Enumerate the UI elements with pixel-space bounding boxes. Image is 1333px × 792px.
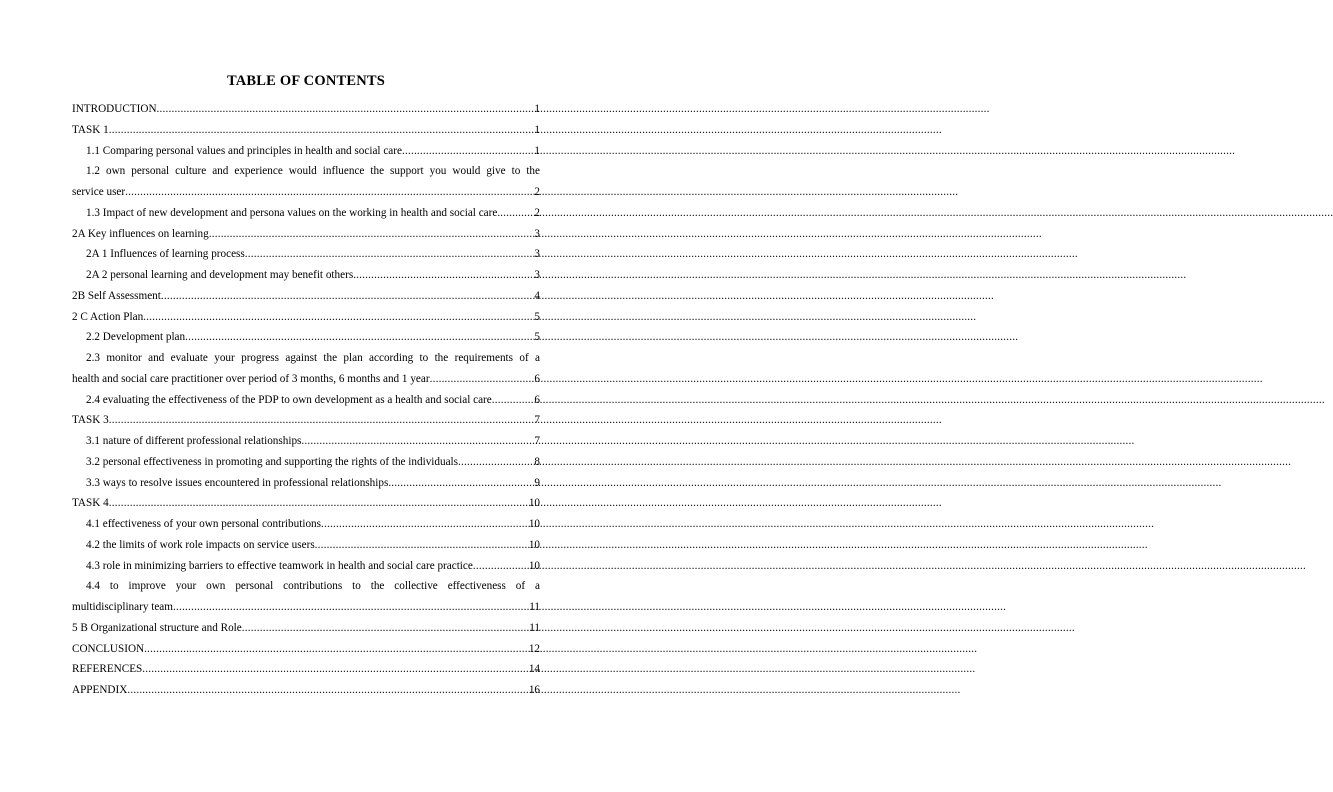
toc-entry-label: 2.2 Development plan (86, 331, 186, 344)
dot-leader (142, 659, 529, 680)
toc-entry-1-3[interactable] (72, 203, 540, 224)
toc-entry-1-2[interactable] (72, 161, 540, 203)
toc-entry-2-4[interactable] (72, 390, 540, 411)
toc-entry-page: 10 (528, 518, 540, 530)
toc-entry-page: 4 (534, 289, 540, 302)
toc-title: TABLE OF CONTENTS (226, 73, 386, 89)
dot-leader (242, 618, 529, 639)
toc-entry-2-3[interactable] (72, 348, 540, 390)
table-of-contents (72, 99, 540, 701)
toc-entry-label: 2A 2 personal learning and development may benefit others (86, 269, 354, 281)
toc-entry-2c[interactable] (72, 307, 540, 328)
toc-entry-page: 8 (534, 455, 540, 468)
toc-entry-2a-1[interactable] (72, 244, 540, 265)
toc-entry-page: 9 (534, 476, 540, 489)
toc-entry-page: 5 (534, 310, 540, 323)
dot-leader (143, 307, 534, 328)
toc-entry-page: 3 (534, 248, 540, 261)
toc-entry-label-line2: health and social care practitioner over period of 3 months, 6 months and 1 year (72, 372, 430, 385)
toc-entry-3-1[interactable] (72, 431, 540, 452)
toc-entry-label-line1: 1.2 own personal culture and experience would influence the support you would give to the (86, 165, 540, 178)
dot-leader (109, 410, 535, 431)
dot-leader (473, 556, 529, 577)
toc-entry-page: 11 (529, 601, 540, 613)
toc-entry-page: 6 (534, 372, 540, 385)
toc-entry-label: 2 C Action Plan (72, 310, 144, 323)
toc-entry-page: 12 (528, 642, 540, 655)
toc-entry-label: 1.3 Impact of new development and persona values on the working in health and social care. (86, 206, 501, 219)
toc-entry-page: 10 (528, 497, 540, 510)
toc-entry-page: 11 (529, 621, 540, 634)
toc-entry-last-line (72, 597, 540, 618)
toc-entry-page: 3 (534, 269, 540, 281)
toc-entry-label: 2A Key influences on learning (72, 227, 209, 240)
toc-entry-label: 2.4 evaluating the effectiveness of the PDP to own development as a health and social care (86, 393, 492, 406)
toc-entry-2-2[interactable] (72, 327, 540, 348)
toc-entry-label: TASK 1 (72, 123, 109, 136)
toc-entry-label-line1: 2.3 monitor and evaluate your progress against the plan according to the requirements of a (86, 352, 540, 364)
toc-entry-conclusion[interactable] (72, 639, 540, 660)
toc-entry-page: 7 (534, 435, 540, 447)
dot-leader (161, 286, 535, 307)
dot-leader (315, 535, 529, 556)
toc-entry-label: 2B Self Assessment (72, 289, 161, 302)
toc-entry-label: 3.2 personal effectiveness in promoting and supporting the rights of the individuals (86, 455, 459, 468)
toc-entry-references[interactable] (72, 659, 540, 680)
dot-leader (127, 680, 528, 701)
toc-entry-page: 1 (534, 144, 540, 157)
toc-entry-3-3[interactable] (72, 473, 540, 494)
dot-leader (173, 597, 529, 618)
toc-entry-last-line (72, 182, 540, 203)
toc-entry-page: 1 (534, 123, 540, 136)
dot-leader (185, 327, 534, 348)
toc-entry-page: 6 (534, 393, 540, 406)
toc-entry-3-2[interactable] (72, 452, 540, 473)
toc-entry-label-line2: multidisciplinary team (72, 601, 173, 613)
toc-entry-label: REFERENCES (72, 663, 143, 676)
toc-entry-label: 5 B Organizational structure and Role (72, 621, 242, 634)
toc-entry-label: 1.1 Comparing personal values and principles in health and social care (86, 144, 402, 157)
dot-leader (321, 514, 529, 535)
toc-entry-page: 14 (528, 663, 540, 676)
toc-entry-task-3[interactable] (72, 410, 540, 431)
toc-entry-label: TASK 4 (72, 497, 109, 510)
dot-leader (157, 99, 535, 120)
dot-leader (109, 493, 529, 514)
toc-entry-page: 16 (528, 684, 540, 696)
toc-entry-page: 10 (528, 538, 540, 551)
toc-entry-page: 7 (534, 414, 540, 427)
document-page (0, 0, 612, 792)
toc-entry-label: 4.1 effectiveness of your own personal contributions (86, 518, 321, 530)
toc-entry-page: 2 (534, 206, 540, 219)
toc-entry-4-3[interactable] (72, 556, 540, 577)
toc-entry-label-line2: service user (72, 186, 126, 198)
toc-entry-page: 5 (534, 331, 540, 344)
dot-leader (500, 203, 534, 224)
toc-entry-2a[interactable] (72, 224, 540, 245)
dot-leader (353, 265, 534, 286)
dot-leader (458, 452, 534, 473)
toc-entry-label-line1: 4.4 to improve your own personal contributions to the collective effectiveness of a (86, 580, 540, 593)
toc-entry-label: 2A 1 Influences of learning process (86, 248, 245, 261)
dot-leader (144, 639, 529, 660)
toc-entry-label: TASK 3 (72, 414, 109, 427)
toc-entry-4-4[interactable] (72, 576, 540, 618)
toc-entry-last-line (72, 369, 540, 390)
toc-entry-task-4[interactable] (72, 493, 540, 514)
dot-leader (402, 141, 534, 162)
toc-entry-appendix[interactable] (72, 680, 540, 701)
toc-entry-label: INTRODUCTION (72, 103, 157, 115)
dot-leader (125, 182, 534, 203)
toc-entry-label: 4.3 role in minimizing barriers to effective teamwork in health and social care practice (86, 559, 473, 572)
toc-entry-introduction[interactable] (72, 99, 540, 120)
dot-leader (430, 369, 535, 390)
dot-leader (209, 224, 535, 245)
toc-entry-label: APPENDIX (72, 684, 128, 696)
toc-entry-label: 3.1 nature of different professional relationships (86, 435, 302, 447)
toc-entry-4-1[interactable] (72, 514, 540, 535)
toc-entry-label: 3.3 ways to resolve issues encountered in professional relationships (86, 476, 389, 489)
toc-entry-page: 1 (534, 103, 540, 115)
toc-entry-4-2[interactable] (72, 535, 540, 556)
toc-entry-1-1[interactable] (72, 141, 540, 162)
dot-leader (109, 120, 535, 141)
toc-entry-2a-2[interactable] (72, 265, 540, 286)
dot-leader (388, 473, 534, 494)
toc-entry-page: 2 (534, 186, 540, 198)
dot-leader (492, 390, 535, 411)
toc-entry-task-1[interactable] (72, 120, 540, 141)
toc-entry-2b[interactable] (72, 286, 540, 307)
dot-leader (245, 244, 535, 265)
toc-entry-label: CONCLUSION (72, 642, 145, 655)
dot-leader (301, 431, 534, 452)
toc-entry-page: 10 (528, 559, 540, 572)
toc-entry-label: 4.2 the limits of work role impacts on service users (86, 538, 315, 551)
toc-entry-page: 3 (534, 227, 540, 240)
toc-entry-5b[interactable] (72, 618, 540, 639)
